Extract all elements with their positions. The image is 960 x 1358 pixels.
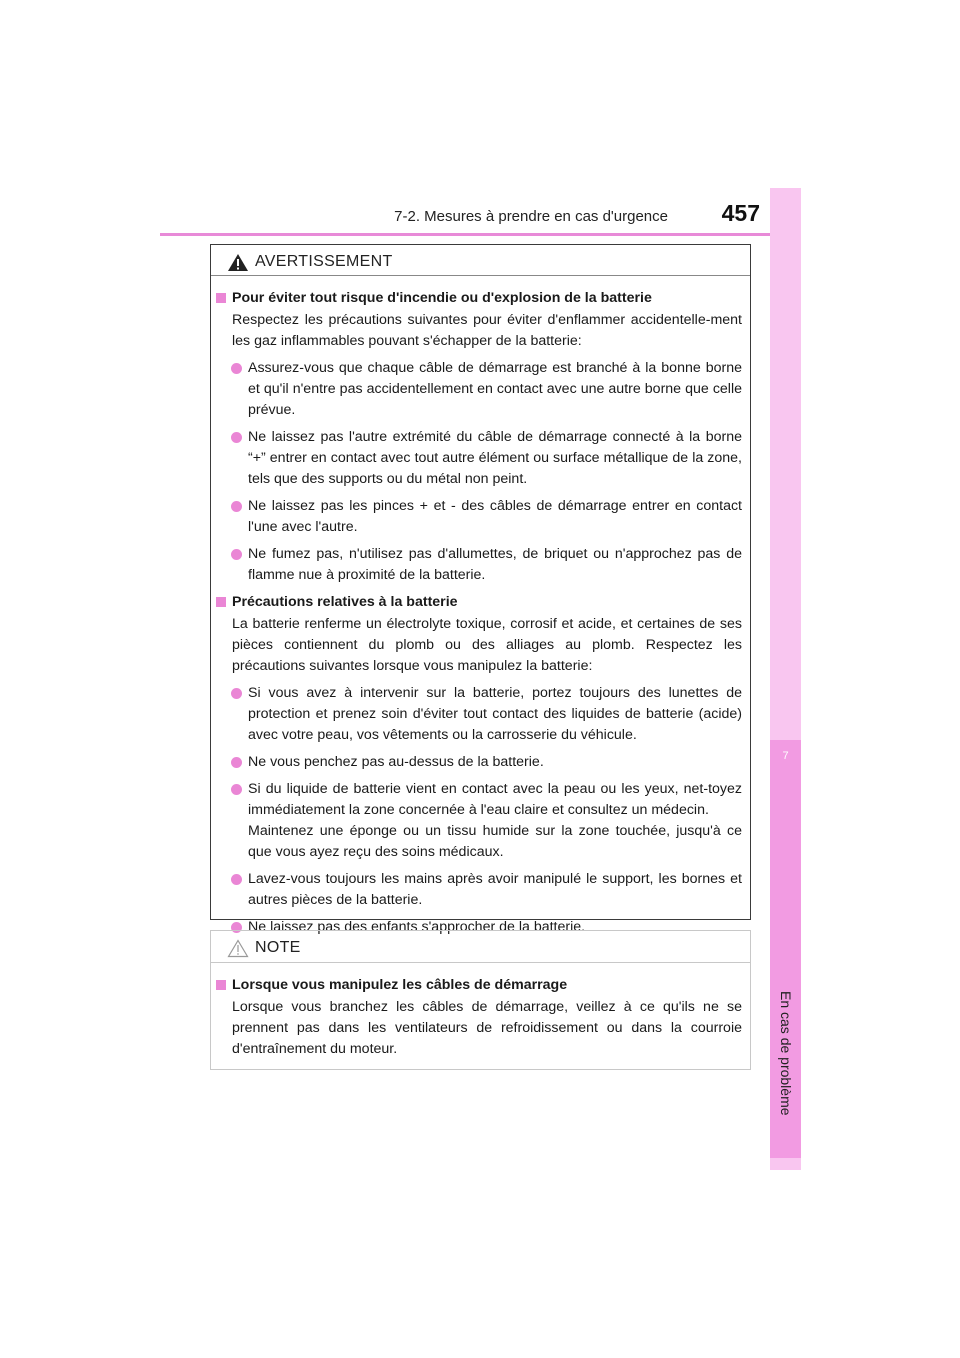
list-item: Lavez-vous toujours les mains après avoir manipulé le support, les bornes et autres pièces de la batterie. [216,869,742,911]
note-body: Lorsque vous branchez les câbles de démarrage, veillez à ce qu'ils ne se prennent pas dans les ventilateurs de refroidissement ou dans la courroie d'entraînement du moteur. [232,999,742,1057]
note-box [210,930,751,1070]
note-title: NOTE [255,939,301,956]
square-bullet-icon [216,597,226,607]
list-item: Si du liquide de batterie vient en contact avec la peau ou les yeux, net-toyez immédiatement la zone concernée à l'eau claire et consultez un médecin. Maintenez une éponge ou un tissu humide sur la zone touchée, jusqu'à ce que vous ayez reçu des soins médicaux. [216,779,742,863]
round-bullet-icon [231,363,242,374]
warning-box [210,244,751,935]
chapter-title: En cas de problème [778,991,794,1116]
chapter-number: 7 [782,750,789,762]
round-bullet-icon [231,874,242,885]
page-number: 457 [721,200,760,226]
chapter-side-tab [770,188,801,1170]
section-heading: Précautions relatives à la batterie [216,592,742,613]
list-item: Assurez-vous que chaque câble de démarrage est branché à la bonne borne et qu'il n'entre pas accidentellement en contact avec une autre borne que celle prévue. [216,358,742,421]
warning-triangle-icon [227,253,249,272]
section-title: 7-2. Mesures à prendre en cas d'urgence [394,208,668,225]
square-bullet-icon [216,980,226,990]
list-item: Ne vous penchez pas au-dessus de la batterie. [216,752,742,773]
caution-triangle-outline-icon [227,939,249,958]
round-bullet-icon [231,549,242,560]
list-item: Si vous avez à intervenir sur la batterie, portez toujours des lunettes de protection et prenez soin d'éviter tout contact des liquides de batterie (acide) avec votre peau, vos vêtements ou la carrosserie du véhicule. [216,683,742,746]
section-heading: Pour éviter tout risque d'incendie ou d'explosion de la batterie [216,288,742,309]
header-rule [160,233,800,236]
list-item: Ne laissez pas les pinces + et - des câbles de démarrage entrer en contact l'une avec l'autre. [216,496,742,538]
round-bullet-icon [231,757,242,768]
list-item: Ne fumez pas, n'utilisez pas d'allumettes, de briquet ou n'approchez pas de flamme nue à proximité de la batterie. [216,544,742,586]
warning-title: AVERTISSEMENT [255,253,393,270]
page-header [160,196,800,236]
warning-content [211,276,750,938]
square-bullet-icon [216,293,226,303]
round-bullet-icon [231,501,242,512]
note-box-header [211,931,750,963]
section-intro: La batterie renferme un électrolyte toxique, corrosif et acide, et certaines de ses pièces contiennent du plomb ou des alliages au plomb. Respectez les précautions suivantes lorsque vous manipulez la batterie: [232,616,742,674]
round-bullet-icon [231,432,242,443]
list-item: Ne laissez pas l'autre extrémité du câble de démarrage connecté à la borne “+” entrer en contact avec tout autre élément ou surface métallique de la zone, tels que des supports ou du métal non peint. [216,427,742,490]
note-content [211,963,750,1060]
section-heading: Lorsque vous manipulez les câbles de démarrage [216,975,742,996]
section-intro: Respectez les précautions suivantes pour éviter d'enflammer accidentelle-ment les gaz inflammables pouvant s'échapper de la batterie: [232,312,742,349]
list-item: Ne laissez pas des enfants s'approcher de la batterie. [216,917,742,938]
warning-box-header [211,245,750,276]
round-bullet-icon [231,688,242,699]
round-bullet-icon [231,784,242,795]
